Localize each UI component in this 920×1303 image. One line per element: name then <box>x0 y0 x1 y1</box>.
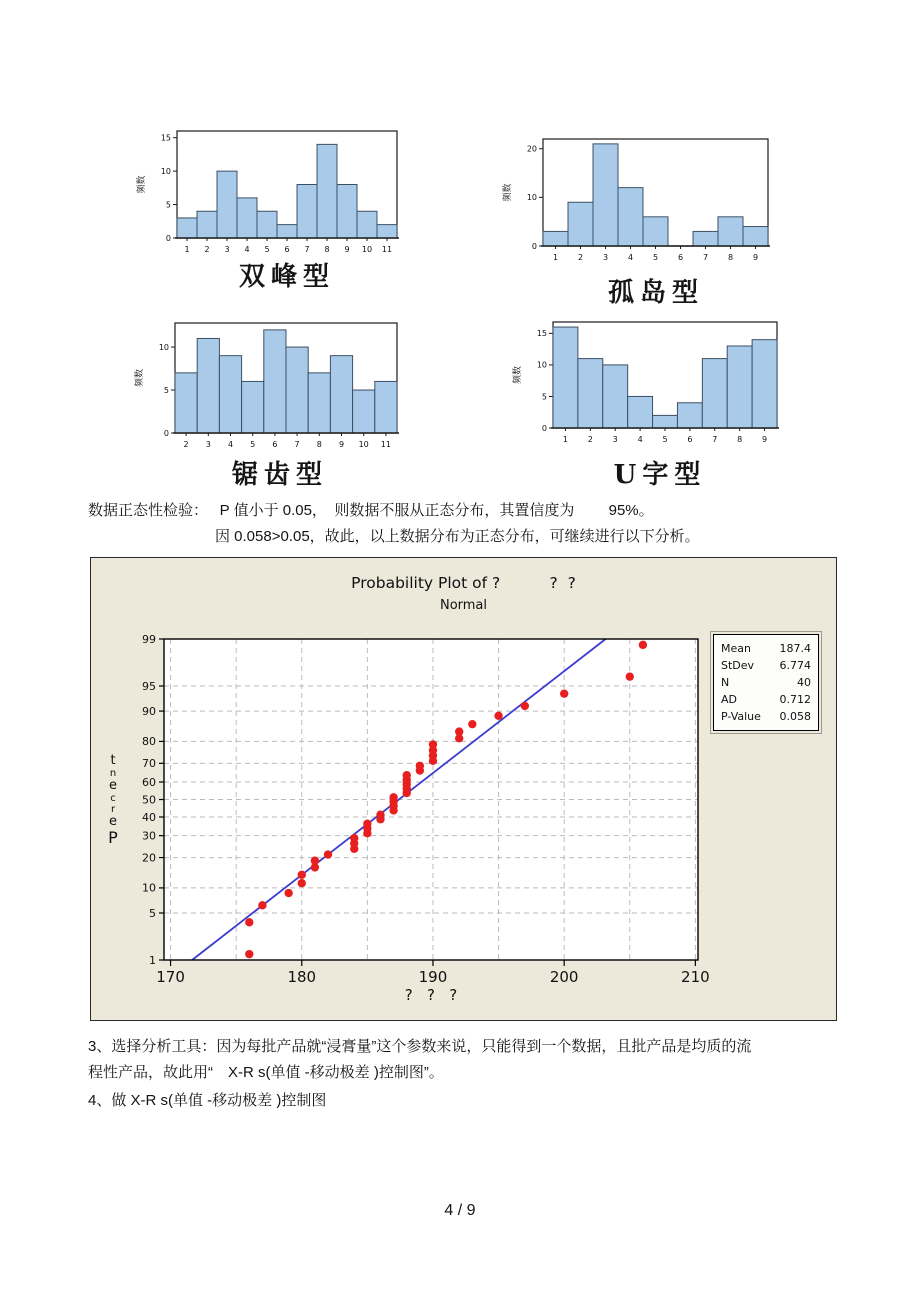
y-axis-label-letter: P <box>108 828 118 847</box>
svg-text:180: 180 <box>287 968 317 986</box>
stats-value: 0.712 <box>779 693 811 706</box>
stats-label: P-Value <box>721 710 761 723</box>
data-point <box>639 641 647 649</box>
stats-label: AD <box>721 693 737 706</box>
svg-text:3: 3 <box>612 435 618 444</box>
svg-text:1: 1 <box>562 435 568 444</box>
svg-text:11: 11 <box>380 440 391 449</box>
svg-text:80: 80 <box>142 735 156 749</box>
paragraph-4: 4、做 X-R s(单值 -移动极差 )控制图 <box>88 1092 327 1109</box>
svg-text:7: 7 <box>304 245 310 254</box>
data-point <box>468 720 476 728</box>
svg-text:8: 8 <box>737 435 743 444</box>
data-point <box>363 820 371 828</box>
y-axis-label-letter: e <box>109 778 117 793</box>
bar <box>297 185 317 239</box>
svg-text:8: 8 <box>324 245 330 254</box>
bar <box>242 381 264 433</box>
svg-text:5: 5 <box>662 435 668 444</box>
bar <box>377 225 397 238</box>
svg-text:10: 10 <box>526 193 537 203</box>
svg-text:1: 1 <box>552 253 559 262</box>
y-axis-label-letter: r <box>110 804 116 815</box>
svg-text:15: 15 <box>536 329 547 339</box>
data-point <box>311 857 319 865</box>
data-point <box>298 871 306 879</box>
page-number: 4 / 9 <box>444 1202 476 1219</box>
y-axis-label-letter: c <box>110 793 116 804</box>
svg-text:190: 190 <box>418 968 448 986</box>
y-axis-label-letter: t <box>110 753 116 768</box>
bar <box>653 415 678 428</box>
histogram-u-shape-caption: U字型 <box>613 460 707 490</box>
svg-text:9: 9 <box>752 253 759 262</box>
histogram-y-axis-label: 频数 <box>137 175 147 194</box>
bar <box>743 227 768 246</box>
histogram-sawtooth <box>132 316 402 457</box>
bar <box>752 340 777 428</box>
bar <box>257 211 277 238</box>
stats-value: 6.774 <box>779 659 811 672</box>
bar <box>308 373 330 433</box>
histogram-isolated-island-caption: 孤岛型 <box>607 278 704 308</box>
bar <box>718 217 743 246</box>
svg-text:60: 60 <box>142 775 156 789</box>
bar <box>177 218 197 238</box>
svg-text:1: 1 <box>149 953 156 967</box>
svg-text:5: 5 <box>541 392 547 402</box>
bar <box>578 359 603 428</box>
bar <box>628 396 653 428</box>
svg-text:6: 6 <box>677 253 684 262</box>
bar <box>357 211 377 238</box>
histogram-canvas <box>510 315 782 452</box>
histogram-y-axis-label: 频数 <box>513 365 523 385</box>
stats-value: 187.4 <box>779 642 811 655</box>
svg-text:0: 0 <box>163 428 169 438</box>
stats-value: 40 <box>797 676 811 689</box>
histogram-bimodal-caption: 双峰型 <box>238 262 335 292</box>
svg-text:30: 30 <box>142 829 156 843</box>
stats-row <box>721 674 811 691</box>
bar <box>264 330 286 433</box>
y-axis-label-letter: e <box>109 814 117 829</box>
svg-text:0: 0 <box>165 233 171 243</box>
data-point <box>284 889 292 897</box>
svg-text:200: 200 <box>549 968 579 986</box>
bar <box>317 144 337 238</box>
svg-text:10: 10 <box>160 166 171 176</box>
data-point <box>324 850 332 858</box>
data-point <box>626 672 634 680</box>
svg-text:5: 5 <box>149 906 156 920</box>
svg-text:4: 4 <box>627 253 634 262</box>
bar <box>702 359 727 428</box>
bar <box>175 373 197 433</box>
histogram-bimodal <box>134 124 402 262</box>
bar <box>353 390 375 433</box>
stats-row <box>721 657 811 674</box>
svg-text:20: 20 <box>526 144 537 154</box>
stats-label: StDev <box>721 659 755 672</box>
data-point <box>389 793 397 801</box>
svg-text:3: 3 <box>205 440 211 449</box>
bar <box>217 171 237 238</box>
stats-row <box>721 640 811 657</box>
svg-text:95: 95 <box>142 679 156 693</box>
svg-text:15: 15 <box>160 133 171 143</box>
svg-text:4: 4 <box>227 440 234 449</box>
svg-text:4: 4 <box>244 245 250 254</box>
histogram-canvas <box>500 132 773 270</box>
y-axis-label-percent <box>103 754 123 846</box>
data-point <box>403 771 411 779</box>
data-point <box>429 740 437 748</box>
svg-text:5: 5 <box>250 440 256 449</box>
svg-text:5: 5 <box>652 253 659 262</box>
svg-text:7: 7 <box>712 435 718 444</box>
bar <box>375 381 397 433</box>
svg-text:8: 8 <box>727 253 734 262</box>
svg-text:8: 8 <box>316 440 322 449</box>
data-point <box>416 762 424 770</box>
histogram-canvas <box>132 316 402 457</box>
bar <box>693 231 718 246</box>
histogram-y-axis-label: 频数 <box>135 368 145 388</box>
svg-text:2: 2 <box>183 440 189 449</box>
svg-text:90: 90 <box>142 704 156 718</box>
stats-label: Mean <box>721 642 751 655</box>
svg-text:0: 0 <box>541 423 547 433</box>
svg-text:3: 3 <box>224 245 230 254</box>
svg-text:99: 99 <box>142 632 156 646</box>
bar <box>553 327 578 428</box>
svg-text:10: 10 <box>361 245 373 254</box>
bar <box>543 231 568 246</box>
svg-text:2: 2 <box>204 245 210 254</box>
svg-text:3: 3 <box>602 253 609 262</box>
histogram-y-axis-label: 频数 <box>503 183 513 202</box>
svg-text:5: 5 <box>264 245 270 254</box>
bar <box>568 202 593 246</box>
data-point <box>245 950 253 958</box>
svg-text:20: 20 <box>142 851 156 865</box>
svg-text:10: 10 <box>536 360 547 370</box>
data-point <box>298 879 306 887</box>
bar <box>603 365 628 428</box>
svg-text:4: 4 <box>637 435 643 444</box>
svg-text:1: 1 <box>184 245 190 254</box>
svg-text:6: 6 <box>687 435 693 444</box>
probability-plot-canvas <box>91 558 836 1020</box>
svg-text:7: 7 <box>294 440 300 449</box>
bar <box>677 403 702 428</box>
y-axis-label-letter: n <box>109 768 117 779</box>
bar <box>330 356 352 433</box>
x-axis-label: ? ? ? <box>404 986 458 1004</box>
svg-text:9: 9 <box>762 435 768 444</box>
histogram-sawtooth-caption: 锯齿型 <box>231 460 328 490</box>
bar <box>219 356 241 433</box>
data-point <box>245 918 253 926</box>
histogram-u-shape <box>510 315 782 452</box>
normality-text-line1: 数据正态性检验： P 值小于 0.05， 则数据不服从正态分布，其置信度为 95%。 <box>88 502 654 519</box>
stats-row <box>721 691 811 708</box>
svg-text:210: 210 <box>681 968 710 986</box>
bar <box>286 347 308 433</box>
stats-row <box>721 708 811 725</box>
bar <box>593 144 618 246</box>
svg-text:2: 2 <box>577 253 584 262</box>
bar <box>727 346 752 428</box>
histogram-canvas <box>134 124 402 262</box>
svg-text:6: 6 <box>272 440 278 449</box>
data-point <box>560 689 568 697</box>
svg-text:9: 9 <box>338 440 345 449</box>
svg-text:6: 6 <box>284 245 290 254</box>
histogram-isolated-island <box>500 132 773 270</box>
bar <box>197 338 219 433</box>
bar <box>618 188 643 246</box>
svg-text:10: 10 <box>142 881 156 895</box>
svg-text:5: 5 <box>165 200 171 210</box>
normality-text-line2: 因 0.058>0.05，故此，以上数据分布为正态分布，可继续进行以下分析。 <box>215 528 700 545</box>
bar <box>277 225 297 238</box>
svg-text:50: 50 <box>142 793 156 807</box>
data-point <box>521 702 529 710</box>
stats-label: N <box>721 676 730 689</box>
stats-value: 0.058 <box>779 710 811 723</box>
paragraph-3-line2: 程性产品，故此用“ X-R s(单值 -移动极差 )控制图”。 <box>88 1064 444 1081</box>
svg-text:2: 2 <box>587 435 593 444</box>
svg-text:70: 70 <box>142 757 156 771</box>
probability-plot-title: Probability Plot of ? ? ? <box>351 574 576 592</box>
data-point <box>350 834 358 842</box>
statistics-box <box>713 634 819 731</box>
data-point <box>494 712 502 720</box>
probability-plot-subtitle: Normal <box>439 598 488 613</box>
svg-text:7: 7 <box>702 253 709 262</box>
paragraph-3-line1: 3、选择分析工具：因为每批产品就“浸膏量”这个参数来说，只能得到一个数据，且批产品是均质的流 <box>88 1038 752 1055</box>
svg-text:170: 170 <box>156 968 185 986</box>
data-point <box>376 811 384 819</box>
data-point <box>258 901 266 909</box>
bar <box>643 217 668 246</box>
svg-text:0: 0 <box>531 241 537 251</box>
svg-text:11: 11 <box>381 245 393 254</box>
bar <box>237 198 257 238</box>
svg-text:10: 10 <box>158 342 169 352</box>
data-point <box>455 727 463 735</box>
svg-text:10: 10 <box>358 440 369 449</box>
svg-text:40: 40 <box>142 810 156 824</box>
bar <box>197 211 217 238</box>
bar <box>337 185 357 239</box>
probability-plot-figure <box>90 557 837 1021</box>
svg-text:9: 9 <box>344 245 350 254</box>
svg-text:5: 5 <box>163 385 169 395</box>
